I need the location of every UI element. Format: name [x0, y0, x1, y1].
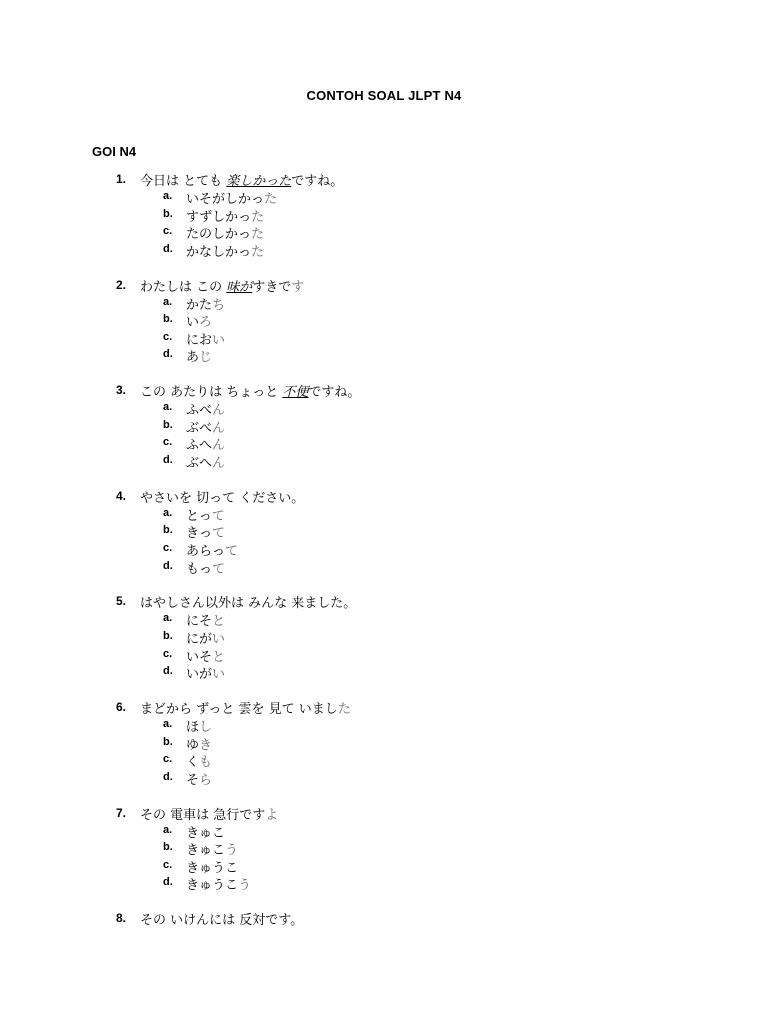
option-text	[186, 206, 264, 225]
option-text	[186, 417, 225, 436]
answer-option	[0, 839, 768, 857]
question-text	[140, 170, 343, 189]
option-text-main: ふべ	[186, 403, 213, 419]
answer-option	[0, 822, 768, 840]
answer-option	[0, 329, 768, 347]
option-text-tail: も	[199, 755, 213, 771]
answer-option	[0, 751, 768, 769]
option-letter: c.	[163, 753, 173, 766]
question-number: 6.	[116, 699, 127, 714]
question-number: 2.	[116, 277, 127, 292]
option-text-tail: ろ	[199, 315, 213, 331]
question-number: 1.	[116, 172, 127, 186]
question-text-post: すきで	[252, 279, 292, 295]
question-text	[140, 276, 304, 295]
option-text-tail: ち	[212, 297, 226, 313]
question-item	[0, 590, 768, 696]
option-text	[186, 540, 238, 559]
option-text-main: きっ	[186, 526, 213, 542]
question-target-word: 不便	[282, 385, 309, 401]
option-text	[186, 329, 225, 348]
option-text-main: にが	[186, 631, 213, 647]
option-text-main: にそ	[186, 614, 213, 630]
option-letter: a.	[163, 506, 173, 519]
option-text	[186, 558, 225, 577]
question-text	[140, 698, 351, 717]
answer-option	[0, 294, 768, 312]
option-text-tail: ん	[212, 420, 226, 436]
option-text-tail: う	[238, 878, 252, 894]
question-item	[0, 907, 768, 1013]
answer-option	[0, 716, 768, 734]
answer-option	[0, 188, 768, 206]
option-text	[186, 628, 225, 647]
option-text-main: いそがしかっ	[186, 192, 265, 207]
question-number: 8.	[116, 911, 127, 926]
option-text-main: ぶべ	[186, 420, 213, 436]
answer-option	[0, 522, 768, 540]
option-text	[186, 822, 225, 841]
answer-option	[0, 206, 768, 224]
option-text-main: きゅこ	[186, 843, 226, 859]
option-letter: d.	[163, 559, 173, 572]
question-list	[0, 168, 768, 1013]
option-text	[186, 839, 238, 858]
question-number: 5.	[116, 594, 127, 609]
option-text-main: いそ	[186, 649, 213, 665]
option-text-tail: た	[251, 244, 265, 260]
option-text	[186, 716, 212, 735]
question-text	[140, 909, 303, 928]
option-text-tail: い	[212, 332, 226, 348]
option-text	[186, 452, 225, 471]
option-letter: b.	[163, 524, 173, 537]
option-letter: a.	[163, 612, 173, 625]
option-text-tail: た	[251, 209, 265, 225]
option-text	[186, 311, 212, 330]
question-item	[0, 485, 768, 591]
option-text	[186, 751, 212, 770]
question-line	[0, 698, 768, 716]
option-text-main: い	[186, 315, 200, 331]
question-line	[0, 909, 768, 927]
option-text-tail: た	[251, 227, 265, 243]
answer-option	[0, 505, 768, 523]
answer-option	[0, 874, 768, 892]
question-item	[0, 274, 768, 380]
answer-option	[0, 311, 768, 329]
answer-option	[0, 663, 768, 681]
question-text-tail: よ	[265, 807, 279, 823]
option-text	[186, 346, 212, 365]
option-text-tail: て	[225, 543, 239, 559]
option-text	[186, 241, 264, 260]
option-letter: d.	[163, 453, 173, 466]
option-text	[186, 734, 212, 753]
option-text-main: く	[186, 755, 200, 771]
option-text	[186, 223, 264, 242]
question-text-tail: す	[291, 279, 305, 295]
option-text-tail: て	[212, 526, 226, 542]
question-text	[140, 592, 356, 611]
option-letter: a.	[163, 401, 173, 414]
option-letter: a.	[163, 717, 173, 730]
option-text-tail: い	[212, 631, 226, 647]
option-text	[186, 610, 225, 629]
answer-option	[0, 628, 768, 646]
option-text-tail: て	[212, 561, 226, 577]
option-text	[186, 522, 225, 541]
question-item	[0, 696, 768, 802]
option-text	[186, 505, 225, 524]
question-text-pre: その 電車は 急行です	[140, 807, 266, 823]
option-text	[186, 188, 277, 207]
answer-option	[0, 857, 768, 875]
question-text	[140, 381, 360, 400]
answer-option	[0, 646, 768, 664]
question-text-pre: この あたりは ちょっと	[140, 385, 283, 401]
option-text	[186, 663, 225, 682]
option-text-tail: う	[225, 843, 239, 859]
option-text-tail: て	[211, 508, 225, 524]
option-text-tail: し	[199, 719, 213, 735]
option-text-main: かなしかっ	[186, 244, 252, 260]
option-letter: c.	[163, 858, 173, 871]
answer-option	[0, 399, 768, 417]
option-text-main: にお	[186, 332, 213, 348]
question-number: 3.	[116, 383, 127, 398]
answer-option	[0, 417, 768, 435]
option-letter: d.	[163, 242, 173, 255]
answer-options	[0, 822, 768, 892]
option-text-main: ぶへ	[186, 455, 213, 471]
option-text-main: すずしかっ	[186, 209, 252, 225]
option-letter: c.	[163, 541, 173, 554]
option-text-main: たのしかっ	[186, 227, 252, 243]
option-text-tail: じ	[199, 350, 213, 366]
option-text	[186, 857, 238, 876]
answer-option	[0, 452, 768, 470]
question-number: 7.	[116, 805, 127, 820]
option-text-main: ゆ	[186, 737, 200, 753]
option-letter: c.	[163, 436, 173, 449]
question-text	[140, 804, 278, 823]
option-text	[186, 434, 225, 453]
question-text-pre: はやしさん以外は みんな 来ました。	[140, 596, 357, 612]
question-text-pre: まどから ずっと 雲を 見て いまし	[140, 701, 338, 717]
answer-options	[0, 505, 768, 575]
option-text-main: あ	[186, 350, 200, 366]
option-letter: c.	[163, 225, 173, 238]
question-item	[0, 379, 768, 485]
option-text-tail: ら	[199, 772, 213, 788]
option-text	[186, 874, 251, 893]
question-line	[0, 170, 768, 188]
option-letter: c.	[163, 647, 173, 660]
option-text-main: いが	[186, 667, 213, 683]
option-letter: b.	[163, 629, 173, 642]
answer-options	[0, 399, 768, 469]
question-text-post: ですね。	[291, 174, 344, 189]
option-letter: b.	[163, 313, 173, 326]
option-letter: c.	[163, 330, 173, 343]
question-item	[0, 802, 768, 908]
option-letter: b.	[163, 418, 173, 431]
option-text-tail: た	[264, 192, 278, 207]
option-text	[186, 646, 225, 665]
option-text-main: きゅこ	[186, 825, 226, 841]
question-number: 4.	[116, 488, 127, 503]
option-text-main: きゅうこ	[186, 878, 239, 894]
option-letter: a.	[163, 823, 173, 836]
page-title: CONTOH SOAL JLPT N4	[306, 88, 462, 103]
option-text-tail: と	[212, 649, 226, 665]
option-letter: a.	[163, 190, 173, 202]
option-letter: d.	[163, 348, 173, 361]
question-line	[0, 804, 768, 822]
answer-options	[0, 610, 768, 683]
option-letter: d.	[163, 665, 173, 678]
question-line	[0, 592, 768, 610]
question-line	[0, 381, 768, 399]
answer-option	[0, 610, 768, 628]
question-text-post: ですね。	[308, 385, 361, 401]
section-title: GOI N4	[92, 144, 137, 159]
question-text-tail: た	[337, 701, 351, 717]
answer-option	[0, 769, 768, 787]
answer-option	[0, 540, 768, 558]
answer-options	[0, 716, 768, 786]
answer-option	[0, 558, 768, 576]
option-letter: d.	[163, 770, 173, 783]
option-text-main: もっ	[186, 561, 213, 577]
question-target-word: 味が	[226, 279, 253, 295]
option-text-main: そ	[186, 772, 200, 788]
answer-option	[0, 434, 768, 452]
answer-option	[0, 734, 768, 752]
question-line	[0, 487, 768, 505]
answer-option	[0, 346, 768, 364]
option-text-tail: ん	[212, 455, 226, 471]
option-text-main: かた	[186, 297, 213, 313]
answer-options	[0, 294, 768, 364]
option-text-main: きゅうこ	[186, 860, 239, 876]
answer-option	[0, 223, 768, 241]
option-text-main: ふへ	[186, 438, 213, 454]
option-text-tail: ん	[212, 403, 226, 419]
question-text-pre: わたしは この	[140, 279, 227, 295]
option-letter: b.	[163, 207, 173, 220]
answer-options	[0, 188, 768, 258]
option-text-tail: ん	[212, 438, 226, 454]
option-text-main: あらっ	[186, 543, 226, 559]
option-letter: b.	[163, 841, 173, 854]
question-text-pre: その いけんには 反対です。	[140, 913, 304, 929]
option-text-tail: き	[199, 737, 213, 753]
option-letter: b.	[163, 735, 173, 748]
option-letter: a.	[163, 295, 173, 308]
option-text-tail: い	[212, 667, 226, 683]
question-item	[0, 168, 768, 274]
option-text-main: ほ	[186, 719, 200, 735]
question-line	[0, 276, 768, 294]
question-target-word: 楽しかった	[226, 174, 292, 189]
answer-option	[0, 241, 768, 259]
option-letter: d.	[163, 876, 173, 889]
option-text	[186, 769, 212, 788]
option-text	[186, 294, 225, 313]
question-text-pre: 今日は とても	[140, 174, 227, 189]
option-text-main: とっ	[186, 508, 212, 524]
option-text-tail: と	[212, 614, 226, 630]
question-text-pre: やさいを 切って ください。	[140, 490, 305, 506]
question-text	[140, 487, 304, 506]
option-text	[186, 399, 225, 418]
